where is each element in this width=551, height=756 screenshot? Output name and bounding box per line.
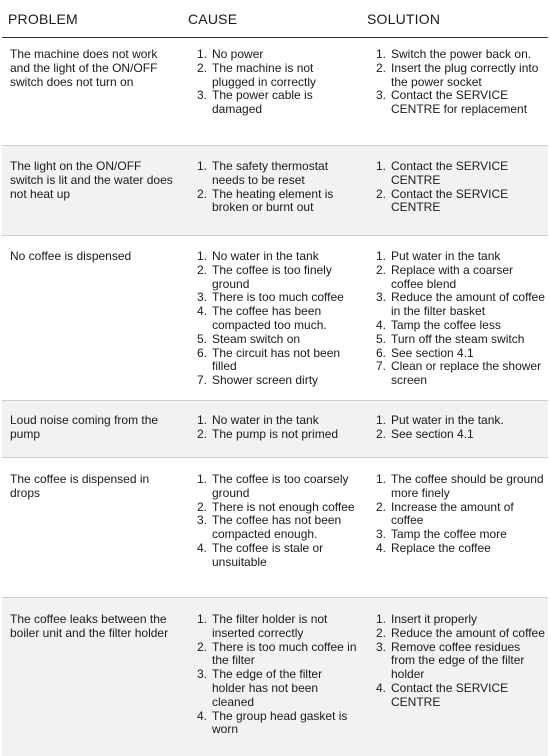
list-item-number: 2. xyxy=(376,501,386,515)
list-item-number: 1. xyxy=(376,48,386,62)
list-item-text: Insert the plug correctly into the power socket xyxy=(391,61,538,89)
list-item-number: 1. xyxy=(376,250,386,264)
list-item-number: 2. xyxy=(376,62,386,76)
list-item-text: Clean or replace the shower screen xyxy=(391,359,541,387)
list-item-number: 5. xyxy=(197,333,207,347)
list-item xyxy=(376,627,545,641)
solution-cell xyxy=(364,598,548,756)
list-item xyxy=(197,188,357,216)
cause-cell xyxy=(184,598,364,756)
list-item xyxy=(376,613,545,627)
list-item-text: There is too much coffee in the filter xyxy=(212,640,357,668)
list-item-text: The coffee should be ground more finely xyxy=(391,472,544,500)
list-item-text: Contact the SERVICE CENTRE xyxy=(391,159,508,187)
table-row xyxy=(2,38,548,146)
list-item-number: 2. xyxy=(376,627,386,641)
cause-list xyxy=(197,160,357,215)
list-item-number: 3. xyxy=(197,668,207,682)
list-item-number: 1. xyxy=(376,414,386,428)
list-item-number: 1. xyxy=(376,473,386,487)
solution-column-header: SOLUTION xyxy=(364,4,548,38)
list-item xyxy=(197,501,357,515)
list-item-number: 2. xyxy=(197,641,207,655)
list-item xyxy=(376,291,545,319)
list-item xyxy=(197,414,357,428)
list-item-text: See section 4.1 xyxy=(391,346,474,360)
list-item xyxy=(376,333,545,347)
list-item xyxy=(376,360,545,388)
list-item-text: Reduce the amount of coffee xyxy=(391,626,545,640)
table-row xyxy=(2,598,548,756)
list-item-text: Increase the amount of coffee xyxy=(391,500,514,528)
list-item xyxy=(197,347,357,375)
cause-cell xyxy=(184,458,364,598)
list-item-number: 2. xyxy=(197,501,207,515)
list-item-text: Contact the SERVICE CENTRE xyxy=(391,187,508,215)
list-item xyxy=(376,347,545,361)
list-item-number: 2. xyxy=(376,428,386,442)
list-item-number: 1. xyxy=(197,414,207,428)
list-item-number: 4. xyxy=(376,682,386,696)
list-item-text: The pump is not primed xyxy=(212,427,338,441)
list-item-number: 3. xyxy=(197,89,207,103)
table-row xyxy=(2,458,548,598)
list-item-number: 2. xyxy=(197,264,207,278)
list-item-number: 3. xyxy=(376,89,386,103)
list-item-number: 3. xyxy=(376,641,386,655)
troubleshooting-table xyxy=(2,4,548,756)
problem-cell: The coffee leaks between the boiler unit and the filter holder xyxy=(2,598,184,756)
list-item-number: 2. xyxy=(376,264,386,278)
list-item-number: 1. xyxy=(197,613,207,627)
list-item-text: The coffee is stale or unsuitable xyxy=(212,541,323,569)
list-item xyxy=(197,374,357,388)
list-item-number: 3. xyxy=(197,291,207,305)
list-item-number: 1. xyxy=(197,160,207,174)
list-item-number: 1. xyxy=(376,160,386,174)
solution-list xyxy=(376,414,545,442)
list-item-number: 7. xyxy=(197,374,207,388)
list-item-text: Tamp the coffee more xyxy=(391,527,507,541)
problem-cell: The light on the ON/OFF switch is lit and the water does not heat up xyxy=(2,146,184,236)
list-item xyxy=(376,48,545,62)
solution-cell xyxy=(364,458,548,598)
list-item-text: Contact the SERVICE CENTRE for replacement xyxy=(391,88,527,116)
solution-cell xyxy=(364,38,548,146)
list-item-number: 2. xyxy=(197,428,207,442)
list-item-text: Shower screen dirty xyxy=(212,373,318,387)
list-item xyxy=(376,188,545,216)
list-item-number: 1. xyxy=(197,48,207,62)
list-item xyxy=(197,62,357,90)
list-item-text: Steam switch on xyxy=(212,332,300,346)
list-item-text: The power cable is damaged xyxy=(212,88,313,116)
list-item-text: See section 4.1 xyxy=(391,427,474,441)
list-item-number: 2. xyxy=(376,188,386,202)
list-item-text: The safety thermostat needs to be reset xyxy=(212,159,328,187)
list-item xyxy=(376,250,545,264)
list-item-number: 4. xyxy=(197,710,207,724)
list-item-text: The heating element is broken or burnt out xyxy=(212,187,333,215)
list-item-text: The circuit has not been filled xyxy=(212,346,340,374)
list-item xyxy=(376,641,545,682)
list-item-number: 2. xyxy=(197,188,207,202)
cause-cell xyxy=(184,146,364,236)
cause-cell xyxy=(184,38,364,146)
list-item-number: 4. xyxy=(376,319,386,333)
list-item-number: 4. xyxy=(197,305,207,319)
solution-list xyxy=(376,250,545,388)
solution-list xyxy=(376,613,545,710)
list-item xyxy=(197,710,357,738)
list-item xyxy=(197,333,357,347)
list-item-text: Switch the power back on. xyxy=(391,47,531,61)
problem-cell: The coffee is dispensed in drops xyxy=(2,458,184,598)
list-item xyxy=(197,514,357,542)
list-item-number: 7. xyxy=(376,360,386,374)
list-item xyxy=(376,682,545,710)
list-item-number: 3. xyxy=(376,291,386,305)
list-item-text: The edge of the filter holder has not been cleaned xyxy=(212,667,322,709)
list-item-number: 1. xyxy=(197,250,207,264)
cause-list xyxy=(197,414,357,442)
list-item-number: 3. xyxy=(197,514,207,528)
list-item-text: There is too much coffee xyxy=(212,290,344,304)
cause-list xyxy=(197,613,357,737)
solution-cell xyxy=(364,401,548,458)
list-item-text: Replace with a coarser coffee blend xyxy=(391,263,513,291)
list-item-text: Remove coffee residues from the edge of the filter holder xyxy=(391,640,524,682)
list-item-number: 3. xyxy=(376,528,386,542)
list-item-number: 4. xyxy=(376,542,386,556)
problem-cell: The machine does not work and the light of the ON/OFF switch does not turn on xyxy=(2,38,184,146)
list-item xyxy=(376,89,545,117)
list-item-text: Contact the SERVICE CENTRE xyxy=(391,681,508,709)
list-item xyxy=(197,542,357,570)
list-item xyxy=(376,160,545,188)
solution-list xyxy=(376,48,545,117)
list-item xyxy=(376,542,545,556)
list-item xyxy=(197,264,357,292)
solution-cell xyxy=(364,146,548,236)
cause-cell xyxy=(184,401,364,458)
list-item xyxy=(197,613,357,641)
list-item-text: No water in the tank xyxy=(212,413,319,427)
table-header-row xyxy=(2,4,548,38)
list-item-text: The coffee is too coarsely ground xyxy=(212,472,349,500)
list-item-text: The coffee has not been compacted enough. xyxy=(212,513,341,541)
cause-cell xyxy=(184,236,364,401)
list-item-number: 6. xyxy=(376,347,386,361)
list-item xyxy=(376,473,545,501)
list-item-text: Put water in the tank xyxy=(391,249,500,263)
list-item-text: Tamp the coffee less xyxy=(391,318,501,332)
list-item-number: 5. xyxy=(376,333,386,347)
list-item xyxy=(197,473,357,501)
list-item-text: The filter holder is not inserted correctly xyxy=(212,612,327,640)
table-row xyxy=(2,401,548,458)
table-row xyxy=(2,236,548,401)
list-item-text: The coffee is too finely ground xyxy=(212,263,332,291)
cause-column-header: CAUSE xyxy=(184,4,364,38)
list-item xyxy=(197,428,357,442)
list-item xyxy=(376,264,545,292)
list-item xyxy=(197,305,357,333)
list-item xyxy=(376,501,545,529)
list-item xyxy=(197,48,357,62)
solution-cell xyxy=(364,236,548,401)
list-item-text: The group head gasket is worn xyxy=(212,709,347,737)
cause-list xyxy=(197,473,357,570)
list-item-text: No water in the tank xyxy=(212,249,319,263)
list-item xyxy=(376,428,545,442)
list-item-text: The machine is not plugged in correctly xyxy=(212,61,316,89)
list-item xyxy=(197,160,357,188)
list-item xyxy=(197,641,357,669)
list-item-number: 4. xyxy=(197,542,207,556)
list-item-number: 1. xyxy=(376,613,386,627)
list-item-text: Reduce the amount of coffee in the filter basket xyxy=(391,290,545,318)
cause-list xyxy=(197,48,357,117)
list-item xyxy=(376,528,545,542)
list-item xyxy=(197,291,357,305)
list-item-text: The coffee has been compacted too much. xyxy=(212,304,327,332)
problem-column-header: PROBLEM xyxy=(2,4,184,38)
cause-list xyxy=(197,250,357,388)
list-item xyxy=(197,668,357,709)
table-row xyxy=(2,146,548,236)
list-item-text: Put water in the tank. xyxy=(391,413,504,427)
list-item xyxy=(376,62,545,90)
list-item-text: Insert it properly xyxy=(391,612,477,626)
problem-cell: Loud noise coming from the pump xyxy=(2,401,184,458)
list-item-text: No power xyxy=(212,47,263,61)
problem-cell: No coffee is dispensed xyxy=(2,236,184,401)
solution-list xyxy=(376,160,545,215)
list-item-number: 2. xyxy=(197,62,207,76)
list-item xyxy=(197,250,357,264)
list-item-text: Replace the coffee xyxy=(391,541,491,555)
list-item xyxy=(376,414,545,428)
list-item-text: Turn off the steam switch xyxy=(391,332,524,346)
list-item-number: 1. xyxy=(197,473,207,487)
solution-list xyxy=(376,473,545,556)
list-item xyxy=(376,319,545,333)
list-item-number: 6. xyxy=(197,347,207,361)
list-item-text: There is not enough coffee xyxy=(212,500,355,514)
list-item xyxy=(197,89,357,117)
